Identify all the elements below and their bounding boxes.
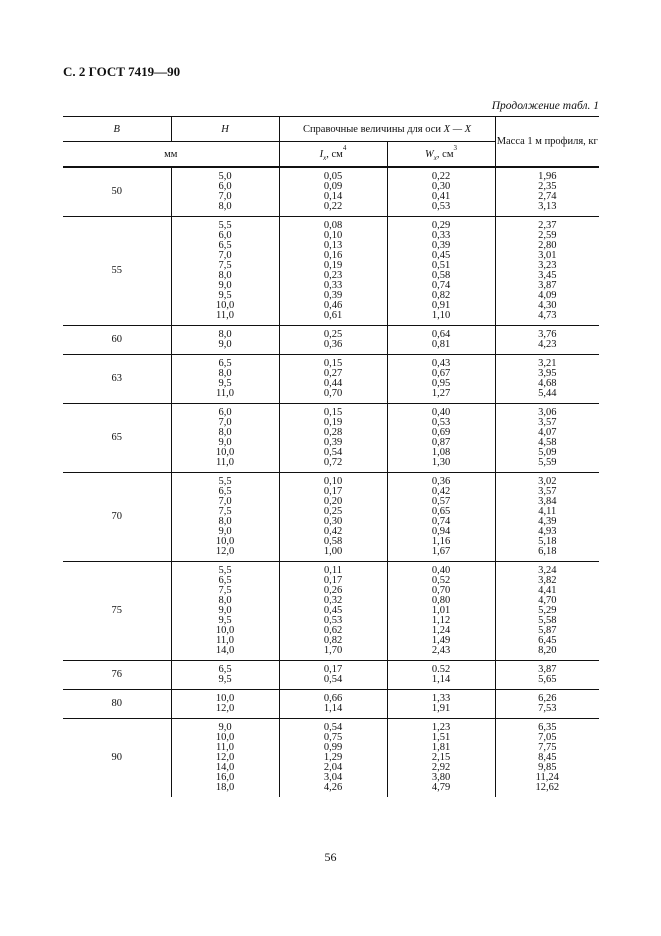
cell-value: 1,81 bbox=[431, 742, 451, 753]
cell-value: 4,39 bbox=[538, 516, 557, 527]
cell-value: 0,08 bbox=[323, 220, 343, 231]
cell-ix bbox=[279, 217, 387, 326]
cell-wx bbox=[387, 562, 495, 661]
cell-value: 0,58 bbox=[323, 536, 343, 547]
cell-value: 0,29 bbox=[431, 220, 451, 231]
cell-value: 4,41 bbox=[538, 585, 557, 596]
cell-value: 4,23 bbox=[538, 339, 557, 350]
table-row-group bbox=[63, 217, 599, 326]
cell-ix bbox=[279, 690, 387, 719]
cell-h bbox=[171, 404, 279, 473]
cell-value: 1,29 bbox=[323, 752, 343, 763]
cell-value: 9,5 bbox=[218, 290, 232, 301]
table-header bbox=[63, 117, 599, 168]
cell-h bbox=[171, 661, 279, 690]
cell-value: 5,58 bbox=[538, 615, 557, 626]
cell-value: 0,58 bbox=[431, 270, 451, 281]
cell-value: 0,42 bbox=[431, 486, 451, 497]
cell-value: 3,57 bbox=[538, 417, 557, 428]
cell-value: 3,76 bbox=[538, 329, 557, 340]
cell-h bbox=[171, 719, 279, 798]
cell-value: 0,45 bbox=[431, 250, 451, 261]
table-row-group bbox=[63, 562, 599, 661]
cell-value: 3,45 bbox=[538, 270, 557, 281]
cell-mass bbox=[495, 355, 599, 404]
cell-mass bbox=[495, 562, 599, 661]
cell-value: 3,04 bbox=[323, 772, 343, 783]
cell-h bbox=[171, 690, 279, 719]
table-body bbox=[63, 167, 599, 797]
cell-value: 5,44 bbox=[538, 388, 557, 399]
cell-value: 2,80 bbox=[538, 240, 557, 251]
cell-value: 0,95 bbox=[431, 378, 451, 389]
cell-value: 6,26 bbox=[538, 693, 557, 704]
cell-value: 0,20 bbox=[323, 496, 343, 507]
cell-value: 4,70 bbox=[538, 595, 557, 606]
cell-b: 50 bbox=[63, 167, 171, 217]
cell-value: 0,40 bbox=[431, 407, 451, 418]
cell-mass bbox=[495, 326, 599, 355]
cell-value: 4,07 bbox=[538, 427, 557, 438]
cell-value: 0,19 bbox=[323, 260, 343, 271]
cell-value: 10,0 bbox=[215, 447, 235, 458]
cell-value: 1,10 bbox=[431, 310, 451, 321]
cell-value: 0,54 bbox=[323, 722, 343, 733]
cell-ix bbox=[279, 562, 387, 661]
cell-value: 3,21 bbox=[538, 358, 557, 369]
cell-value: 0,15 bbox=[323, 358, 343, 369]
cell-value: 0,39 bbox=[431, 240, 451, 251]
cell-value: 4,26 bbox=[323, 782, 343, 793]
cell-value: 0,09 bbox=[323, 181, 343, 192]
cell-value: 3,24 bbox=[538, 565, 557, 576]
cell-value: 0,53 bbox=[431, 417, 451, 428]
table-row-group bbox=[63, 473, 599, 562]
cell-value: 8,0 bbox=[218, 270, 232, 281]
cell-b: 60 bbox=[63, 326, 171, 355]
cell-value: 11,0 bbox=[216, 742, 234, 753]
cell-value: 0,46 bbox=[323, 300, 343, 311]
cell-value: 6,45 bbox=[538, 635, 557, 646]
cell-value: 5,87 bbox=[538, 625, 557, 636]
cell-ix bbox=[279, 473, 387, 562]
cell-value: 4,93 bbox=[538, 526, 557, 537]
cell-value: 0,94 bbox=[431, 526, 451, 537]
cell-value: 5,18 bbox=[538, 536, 557, 547]
page-number: 56 bbox=[324, 850, 337, 864]
cell-value: 0,36 bbox=[323, 339, 343, 350]
cell-value: 0,25 bbox=[323, 506, 343, 517]
cell-mass bbox=[495, 719, 599, 798]
cell-value: 0,87 bbox=[431, 437, 451, 448]
cell-value: 7,0 bbox=[218, 250, 232, 261]
cell-value: 3,87 bbox=[538, 280, 557, 291]
cell-value: 7,5 bbox=[218, 260, 232, 271]
cell-value: 0,30 bbox=[431, 181, 451, 192]
cell-value: 7,75 bbox=[538, 742, 557, 753]
cell-value: 6,35 bbox=[538, 722, 557, 733]
cell-mass bbox=[495, 473, 599, 562]
cell-value: 0,10 bbox=[323, 476, 343, 487]
cell-value: 5,0 bbox=[218, 171, 232, 182]
cell-value: 0,39 bbox=[323, 290, 343, 301]
cell-mass bbox=[495, 404, 599, 473]
cell-value: 6,5 bbox=[218, 358, 232, 369]
cell-value: 0.52 bbox=[431, 664, 451, 675]
cell-value: 0,51 bbox=[431, 260, 451, 271]
cell-mass bbox=[495, 690, 599, 719]
profile-table bbox=[63, 116, 599, 797]
cell-value: 3,23 bbox=[538, 260, 557, 271]
cell-value: 7,0 bbox=[218, 496, 232, 507]
cell-value: 0,69 bbox=[431, 427, 451, 438]
axis-label: X — X bbox=[443, 123, 472, 135]
cell-value: 4,68 bbox=[538, 378, 557, 389]
cell-h bbox=[171, 217, 279, 326]
cell-value: 4,73 bbox=[538, 310, 557, 321]
cell-value: 0,30 bbox=[323, 516, 343, 527]
cell-value: 0,44 bbox=[323, 378, 343, 389]
cell-wx bbox=[387, 217, 495, 326]
header-h: H bbox=[171, 117, 279, 142]
cell-value: 10,0 bbox=[215, 732, 235, 743]
cell-value: 9,0 bbox=[218, 280, 232, 291]
header-b: B bbox=[63, 117, 171, 142]
cell-value: 1,14 bbox=[431, 674, 451, 685]
cell-value: 0,39 bbox=[323, 437, 343, 448]
cell-mass bbox=[495, 167, 599, 217]
cell-value: 0,82 bbox=[431, 290, 451, 301]
cell-value: 0,64 bbox=[431, 329, 451, 340]
cell-value: 9,0 bbox=[218, 526, 232, 537]
cell-b: 90 bbox=[63, 719, 171, 798]
cell-value: 0,32 bbox=[323, 595, 343, 606]
cell-h bbox=[171, 167, 279, 217]
cell-value: 2,35 bbox=[538, 181, 557, 192]
cell-value: 0,23 bbox=[323, 270, 343, 281]
table-row-group bbox=[63, 167, 599, 217]
cell-value: 0,52 bbox=[431, 575, 451, 586]
header-mass: Масса 1 м профиля, кг bbox=[495, 117, 599, 168]
cell-value: 0,70 bbox=[323, 388, 343, 399]
cell-value: 3,84 bbox=[538, 496, 557, 507]
cell-wx bbox=[387, 355, 495, 404]
cell-value: 14,0 bbox=[215, 762, 235, 773]
cell-value: 0,26 bbox=[323, 585, 343, 596]
cell-value: 12,62 bbox=[535, 782, 560, 793]
cell-value: 1,70 bbox=[323, 645, 343, 656]
header-reference-values bbox=[279, 117, 495, 142]
cell-value: 9,5 bbox=[218, 615, 232, 626]
cell-value: 8,0 bbox=[218, 368, 232, 379]
cell-value: 1,23 bbox=[431, 722, 451, 733]
cell-value: 0,16 bbox=[323, 250, 343, 261]
cell-value: 4,11 bbox=[538, 506, 557, 517]
cell-value: 4,30 bbox=[538, 300, 557, 311]
cell-value: 4,79 bbox=[431, 782, 451, 793]
cell-value: 12,0 bbox=[215, 546, 235, 557]
cell-value: 2,74 bbox=[538, 191, 557, 202]
cell-value: 1,67 bbox=[431, 546, 451, 557]
cell-wx bbox=[387, 661, 495, 690]
table-row-group bbox=[63, 661, 599, 690]
cell-h bbox=[171, 326, 279, 355]
cell-value: 0,81 bbox=[431, 339, 451, 350]
cell-value: 0,13 bbox=[323, 240, 343, 251]
cell-value: 7,0 bbox=[218, 191, 232, 202]
cell-value: 0,15 bbox=[323, 407, 343, 418]
page-header: С. 2 ГОСТ 7419—90 bbox=[63, 64, 181, 79]
cell-ix bbox=[279, 719, 387, 798]
cell-value: 0,66 bbox=[323, 693, 343, 704]
cell-value: 2,04 bbox=[323, 762, 343, 773]
table-row-group bbox=[63, 326, 599, 355]
cell-h bbox=[171, 355, 279, 404]
cell-value: 5,5 bbox=[218, 565, 232, 576]
cell-value: 5,59 bbox=[538, 457, 557, 468]
cell-value: 11,0 bbox=[216, 310, 234, 321]
cell-value: 9,5 bbox=[218, 674, 232, 685]
cell-b: 70 bbox=[63, 473, 171, 562]
cell-value: 0,45 bbox=[323, 605, 343, 616]
cell-value: 3,95 bbox=[538, 368, 557, 379]
cell-value: 0,36 bbox=[431, 476, 451, 487]
cell-value: 2,15 bbox=[431, 752, 451, 763]
cell-value: 6,18 bbox=[538, 546, 557, 557]
cell-value: 3,57 bbox=[538, 486, 557, 497]
cell-value: 9,0 bbox=[218, 437, 232, 448]
cell-h bbox=[171, 473, 279, 562]
table-row-group bbox=[63, 355, 599, 404]
cell-value: 1,30 bbox=[431, 457, 451, 468]
cell-value: 9,85 bbox=[538, 762, 557, 773]
cell-value: 0,10 bbox=[323, 230, 343, 241]
cell-wx bbox=[387, 404, 495, 473]
cell-value: 2,43 bbox=[431, 645, 451, 656]
cell-value: 3,80 bbox=[431, 772, 451, 783]
cell-value: 0,99 bbox=[323, 742, 343, 753]
header-ix: $I_x$, $см^4$ bbox=[279, 142, 387, 168]
cell-value: 1,12 bbox=[431, 615, 451, 626]
cell-value: 0,54 bbox=[323, 674, 343, 685]
cell-value: 0,19 bbox=[323, 417, 343, 428]
cell-value: 7,5 bbox=[218, 585, 232, 596]
cell-value: 1,14 bbox=[323, 703, 343, 714]
cell-value: 9,0 bbox=[218, 722, 232, 733]
cell-value: 12,0 bbox=[215, 703, 235, 714]
cell-value: 8,0 bbox=[218, 201, 232, 212]
cell-value: 8,20 bbox=[538, 645, 557, 656]
cell-value: 2,59 bbox=[538, 230, 557, 241]
cell-value: 1,33 bbox=[431, 693, 451, 704]
cell-value: 11,24 bbox=[535, 772, 559, 783]
cell-value: 8,0 bbox=[218, 516, 232, 527]
cell-value: 5,09 bbox=[538, 447, 557, 458]
cell-value: 9,0 bbox=[218, 605, 232, 616]
cell-value: 1,51 bbox=[431, 732, 451, 743]
cell-value: 11,0 bbox=[216, 388, 234, 399]
cell-ix bbox=[279, 355, 387, 404]
cell-value: 0,75 bbox=[323, 732, 343, 743]
cell-value: 0,53 bbox=[431, 201, 451, 212]
cell-value: 14,0 bbox=[215, 645, 235, 656]
cell-value: 4,58 bbox=[538, 437, 557, 448]
cell-value: 3,82 bbox=[538, 575, 557, 586]
cell-value: 0,57 bbox=[431, 496, 451, 507]
cell-value: 12,0 bbox=[215, 752, 235, 763]
cell-b: 55 bbox=[63, 217, 171, 326]
cell-value: 0,22 bbox=[323, 201, 343, 212]
table-row-group bbox=[63, 404, 599, 473]
cell-value: 0,43 bbox=[431, 358, 451, 369]
cell-value: 0,17 bbox=[323, 486, 343, 497]
table-row-group bbox=[63, 690, 599, 719]
cell-value: 0,14 bbox=[323, 191, 343, 202]
cell-wx bbox=[387, 473, 495, 562]
cell-value: 0,11 bbox=[324, 565, 342, 576]
cell-value: 0,40 bbox=[431, 565, 451, 576]
cell-b: 76 bbox=[63, 661, 171, 690]
cell-value: 8,0 bbox=[218, 329, 232, 340]
cell-value: 6,5 bbox=[218, 664, 232, 675]
cell-wx bbox=[387, 719, 495, 798]
cell-value: 0,41 bbox=[431, 191, 451, 202]
cell-value: 10,0 bbox=[215, 625, 235, 636]
header-wx: $W_x$, $см^3$ bbox=[387, 142, 495, 168]
cell-value: 0,27 bbox=[323, 368, 343, 379]
cell-value: 7,0 bbox=[218, 417, 232, 428]
cell-wx bbox=[387, 167, 495, 217]
cell-wx bbox=[387, 326, 495, 355]
cell-value: 7,5 bbox=[218, 506, 232, 517]
cell-value: 4,09 bbox=[538, 290, 557, 301]
cell-value: 0,17 bbox=[323, 575, 343, 586]
cell-b: 63 bbox=[63, 355, 171, 404]
cell-value: 10,0 bbox=[215, 536, 235, 547]
cell-value: 3,87 bbox=[538, 664, 557, 675]
cell-value: 0,05 bbox=[323, 171, 343, 182]
cell-value: 3,02 bbox=[538, 476, 557, 487]
cell-value: 0,67 bbox=[431, 368, 451, 379]
table-row-group bbox=[63, 719, 599, 798]
cell-value: 6,0 bbox=[218, 181, 232, 192]
cell-b: 75 bbox=[63, 562, 171, 661]
cell-ix bbox=[279, 167, 387, 217]
cell-value: 0,33 bbox=[431, 230, 451, 241]
cell-h bbox=[171, 562, 279, 661]
cell-value: 5,5 bbox=[218, 476, 232, 487]
cell-value: 2,37 bbox=[538, 220, 557, 231]
cell-value: 1,49 bbox=[431, 635, 451, 646]
cell-value: 6,5 bbox=[218, 575, 232, 586]
cell-value: 3,01 bbox=[538, 250, 557, 261]
cell-value: 0,28 bbox=[323, 427, 343, 438]
cell-value: 6,5 bbox=[218, 486, 232, 497]
cell-value: 7,53 bbox=[538, 703, 557, 714]
cell-ix bbox=[279, 404, 387, 473]
cell-value: 5,29 bbox=[538, 605, 557, 616]
cell-wx bbox=[387, 690, 495, 719]
cell-value: 1,27 bbox=[431, 388, 451, 399]
cell-value: 1,24 bbox=[431, 625, 451, 636]
cell-value: 8,0 bbox=[218, 427, 232, 438]
cell-value: 11,0 bbox=[216, 457, 234, 468]
cell-value: 9,5 bbox=[218, 378, 232, 389]
cell-value: 0,91 bbox=[431, 300, 451, 311]
cell-value: 3,06 bbox=[538, 407, 557, 418]
cell-value: 0,17 bbox=[323, 664, 343, 675]
cell-value: 0,74 bbox=[431, 516, 451, 527]
cell-value: 3,13 bbox=[538, 201, 557, 212]
reference-values-label: Справочные величины для оси bbox=[302, 123, 442, 135]
cell-value: 10,0 bbox=[215, 300, 235, 311]
cell-value: 6,0 bbox=[218, 407, 232, 418]
cell-value: 0,82 bbox=[323, 635, 343, 646]
cell-value: 0,65 bbox=[431, 506, 451, 517]
cell-value: 0,22 bbox=[431, 171, 451, 182]
cell-value: 6,0 bbox=[218, 230, 232, 241]
cell-value: 0,25 bbox=[323, 329, 343, 340]
cell-value: 16,0 bbox=[215, 772, 235, 783]
cell-value: 1,08 bbox=[431, 447, 451, 458]
cell-b: 80 bbox=[63, 690, 171, 719]
cell-value: 11,0 bbox=[216, 635, 234, 646]
cell-mass bbox=[495, 661, 599, 690]
cell-value: 1,91 bbox=[431, 703, 451, 714]
cell-value: 0,62 bbox=[323, 625, 343, 636]
cell-ix bbox=[279, 661, 387, 690]
cell-value: 0,80 bbox=[431, 595, 451, 606]
cell-value: 0,54 bbox=[323, 447, 343, 458]
cell-value: 10,0 bbox=[215, 693, 235, 704]
cell-value: 5,65 bbox=[538, 674, 557, 685]
cell-mass bbox=[495, 217, 599, 326]
cell-value: 2,92 bbox=[431, 762, 451, 773]
cell-value: 1,16 bbox=[431, 536, 451, 547]
cell-value: 7,05 bbox=[538, 732, 557, 743]
table-continuation-label: Продолжение табл. 1 bbox=[491, 100, 599, 112]
cell-value: 6,5 bbox=[218, 240, 232, 251]
cell-value: 5,5 bbox=[218, 220, 232, 231]
cell-value: 18,0 bbox=[215, 782, 235, 793]
cell-value: 0,74 bbox=[431, 280, 451, 291]
header-unit-mm: мм bbox=[63, 142, 279, 168]
cell-value: 1,00 bbox=[323, 546, 343, 557]
cell-b: 65 bbox=[63, 404, 171, 473]
cell-ix bbox=[279, 326, 387, 355]
cell-value: 0,61 bbox=[323, 310, 343, 321]
cell-value: 0,72 bbox=[323, 457, 343, 468]
cell-value: 0,70 bbox=[431, 585, 451, 596]
cell-value: 9,0 bbox=[218, 339, 232, 350]
cell-value: 0,53 bbox=[323, 615, 343, 626]
cell-value: 0,33 bbox=[323, 280, 343, 291]
cell-value: 1,96 bbox=[538, 171, 557, 182]
cell-value: 8,45 bbox=[538, 752, 557, 763]
cell-value: 8,0 bbox=[218, 595, 232, 606]
cell-value: 0,42 bbox=[323, 526, 343, 537]
cell-value: 1,01 bbox=[431, 605, 451, 616]
